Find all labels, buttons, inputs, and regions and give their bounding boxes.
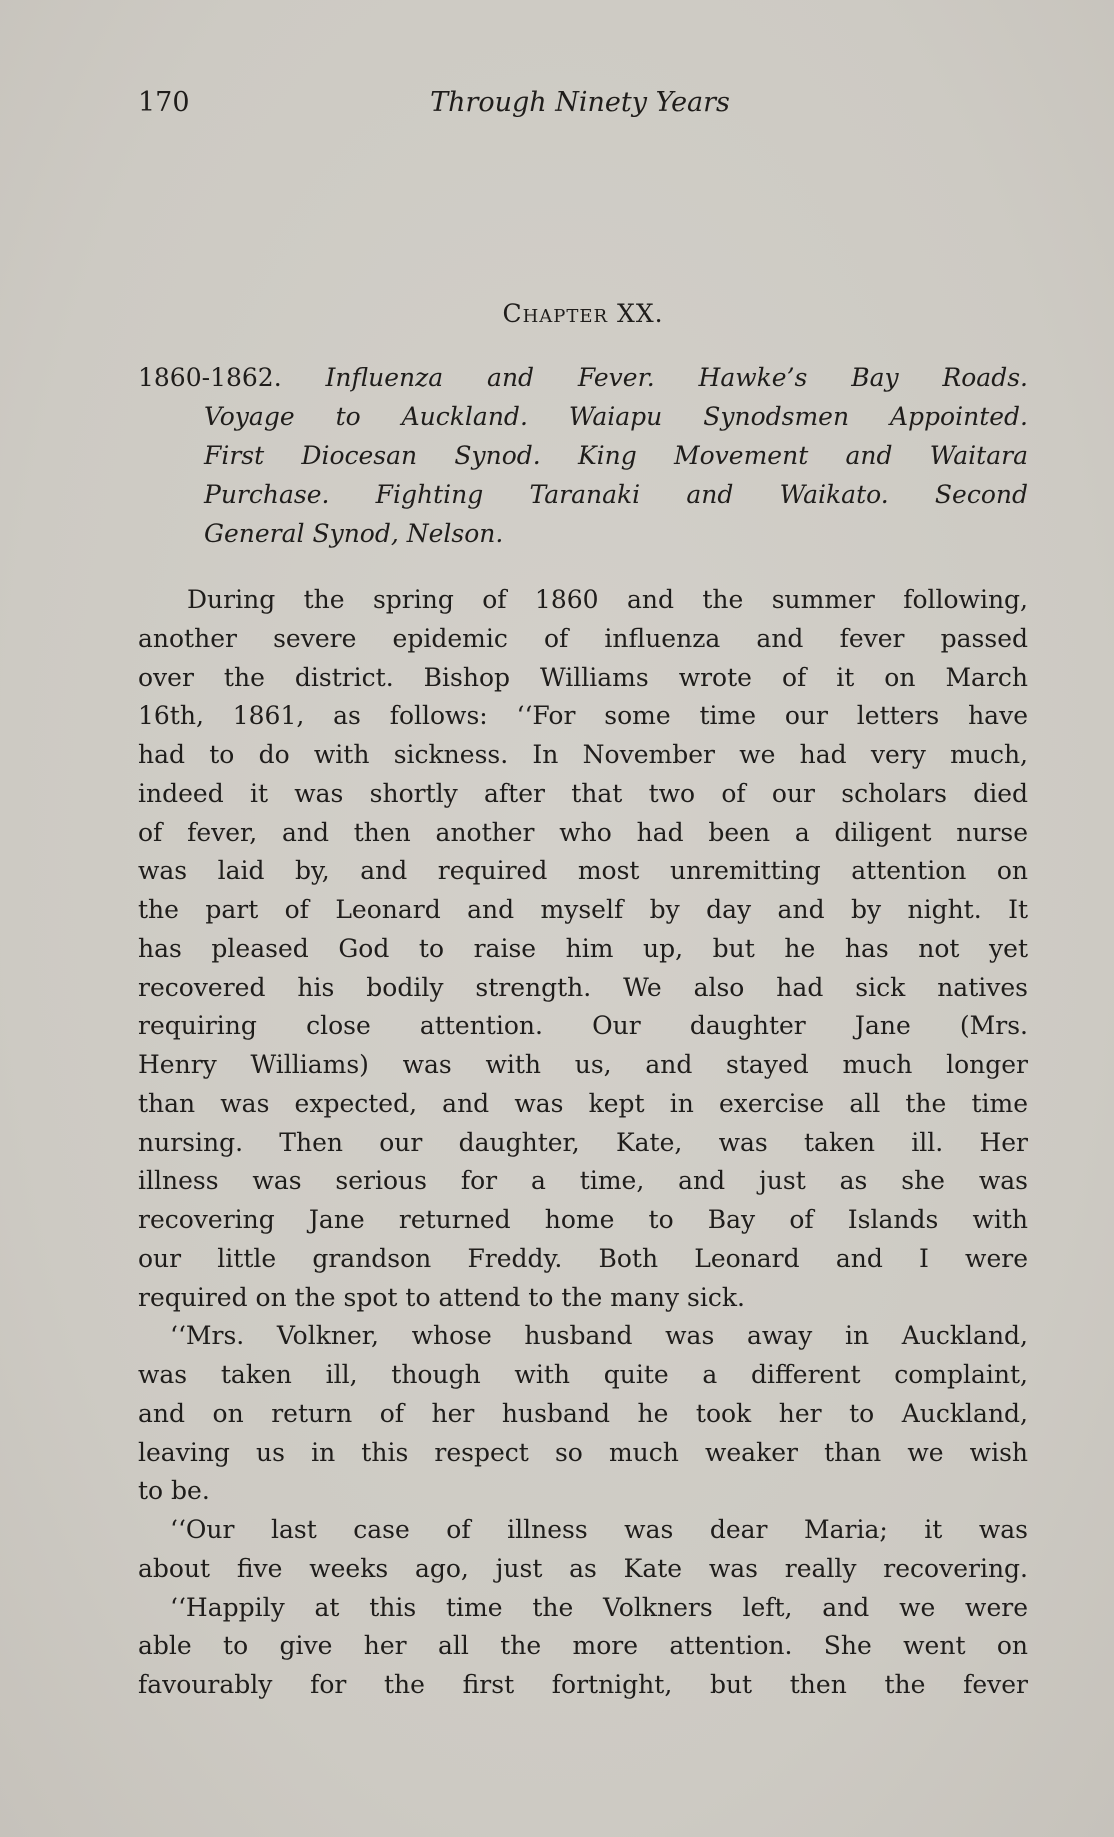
synopsis-line: Voyage to Auckland. Waiapu Synodsmen Appointed. bbox=[204, 402, 1028, 431]
paragraph-line: required on the spot to attend to the many sick. bbox=[138, 1283, 745, 1312]
paragraph-line: requiring close attention. Our daughter Jane (Mrs. bbox=[138, 1011, 1028, 1040]
paragraph-line: has pleased God to raise him up, but he has not yet bbox=[138, 934, 1028, 963]
paragraph-first-line: ‘‘Our last case of illness was dear Maria; it was bbox=[170, 1515, 1028, 1544]
synopsis-line: First Diocesan Synod. King Movement and Waitara bbox=[204, 441, 1028, 470]
paragraph-first-line: ‘‘Mrs. Volkner, whose husband was away in Auckland, bbox=[170, 1321, 1028, 1350]
paragraph-line: favourably for the first fortnight, but then the fever bbox=[138, 1670, 1028, 1699]
paragraph-line: was laid by, and required most unremitting attention on bbox=[138, 856, 1028, 885]
paragraph-line: nursing. Then our daughter, Kate, was taken ill. Her bbox=[138, 1128, 1028, 1157]
chapter-title: Chapter XX. bbox=[502, 299, 664, 328]
paragraph-line: our little grandson Freddy. Both Leonard and I were bbox=[138, 1244, 1028, 1273]
paragraph-line: was taken ill, though with quite a different complaint, bbox=[138, 1360, 1028, 1389]
paragraph-line: recovered his bodily strength. We also had sick natives bbox=[138, 973, 1028, 1002]
paragraph-line: another severe epidemic of influenza and fever passed bbox=[138, 624, 1028, 653]
paragraph-line: leaving us in this respect so much weaker than we wish bbox=[138, 1438, 1028, 1467]
paragraph-line: to be. bbox=[138, 1476, 210, 1505]
synopsis-date: 1860-1862. bbox=[138, 363, 282, 392]
paragraph-line: illness was serious for a time, and just as she was bbox=[138, 1166, 1028, 1195]
paragraph-line: the part of Leonard and myself by day and by night. It bbox=[138, 895, 1028, 924]
paragraph-line: about five weeks ago, just as Kate was really recovering. bbox=[138, 1554, 1028, 1583]
synopsis-line: General Synod, Nelson. bbox=[204, 519, 504, 548]
paragraph-line: and on return of her husband he took her to Auckland, bbox=[138, 1399, 1028, 1428]
paragraph-line: of fever, and then another who had been a diligent nurse bbox=[138, 818, 1028, 847]
paragraph-line: recovering Jane returned home to Bay of Islands with bbox=[138, 1205, 1028, 1234]
paragraph-line: had to do with sickness. In November we had very much, bbox=[138, 740, 1028, 769]
paragraph-line: over the district. Bishop Williams wrote of it on March bbox=[138, 663, 1028, 692]
paragraph-line: than was expected, and was kept in exercise all the time bbox=[138, 1089, 1028, 1118]
page-number: 170 bbox=[138, 87, 190, 118]
paragraph-line: 16th, 1861, as follows: ‘‘For some time our letters have bbox=[138, 701, 1028, 730]
paragraph-line: indeed it was shortly after that two of our scholars died bbox=[138, 779, 1028, 808]
synopsis-line bbox=[138, 359, 1028, 397]
paragraph-line: able to give her all the more attention. She went on bbox=[138, 1631, 1028, 1660]
synopsis-line: Purchase. Fighting Taranaki and Waikato. Second bbox=[204, 480, 1028, 509]
running-title: Through Ninety Years bbox=[430, 87, 730, 118]
paragraph-first-line: During the spring of 1860 and the summer following, bbox=[187, 585, 1028, 614]
synopsis-text: Influenza and Fever. Hawke’s Bay Roads. bbox=[325, 363, 1028, 392]
paragraph-line: Henry Williams) was with us, and stayed much longer bbox=[138, 1050, 1028, 1079]
paragraph-first-line: ‘‘Happily at this time the Volkners left, and we were bbox=[170, 1593, 1028, 1622]
chapter-heading bbox=[138, 295, 1028, 333]
